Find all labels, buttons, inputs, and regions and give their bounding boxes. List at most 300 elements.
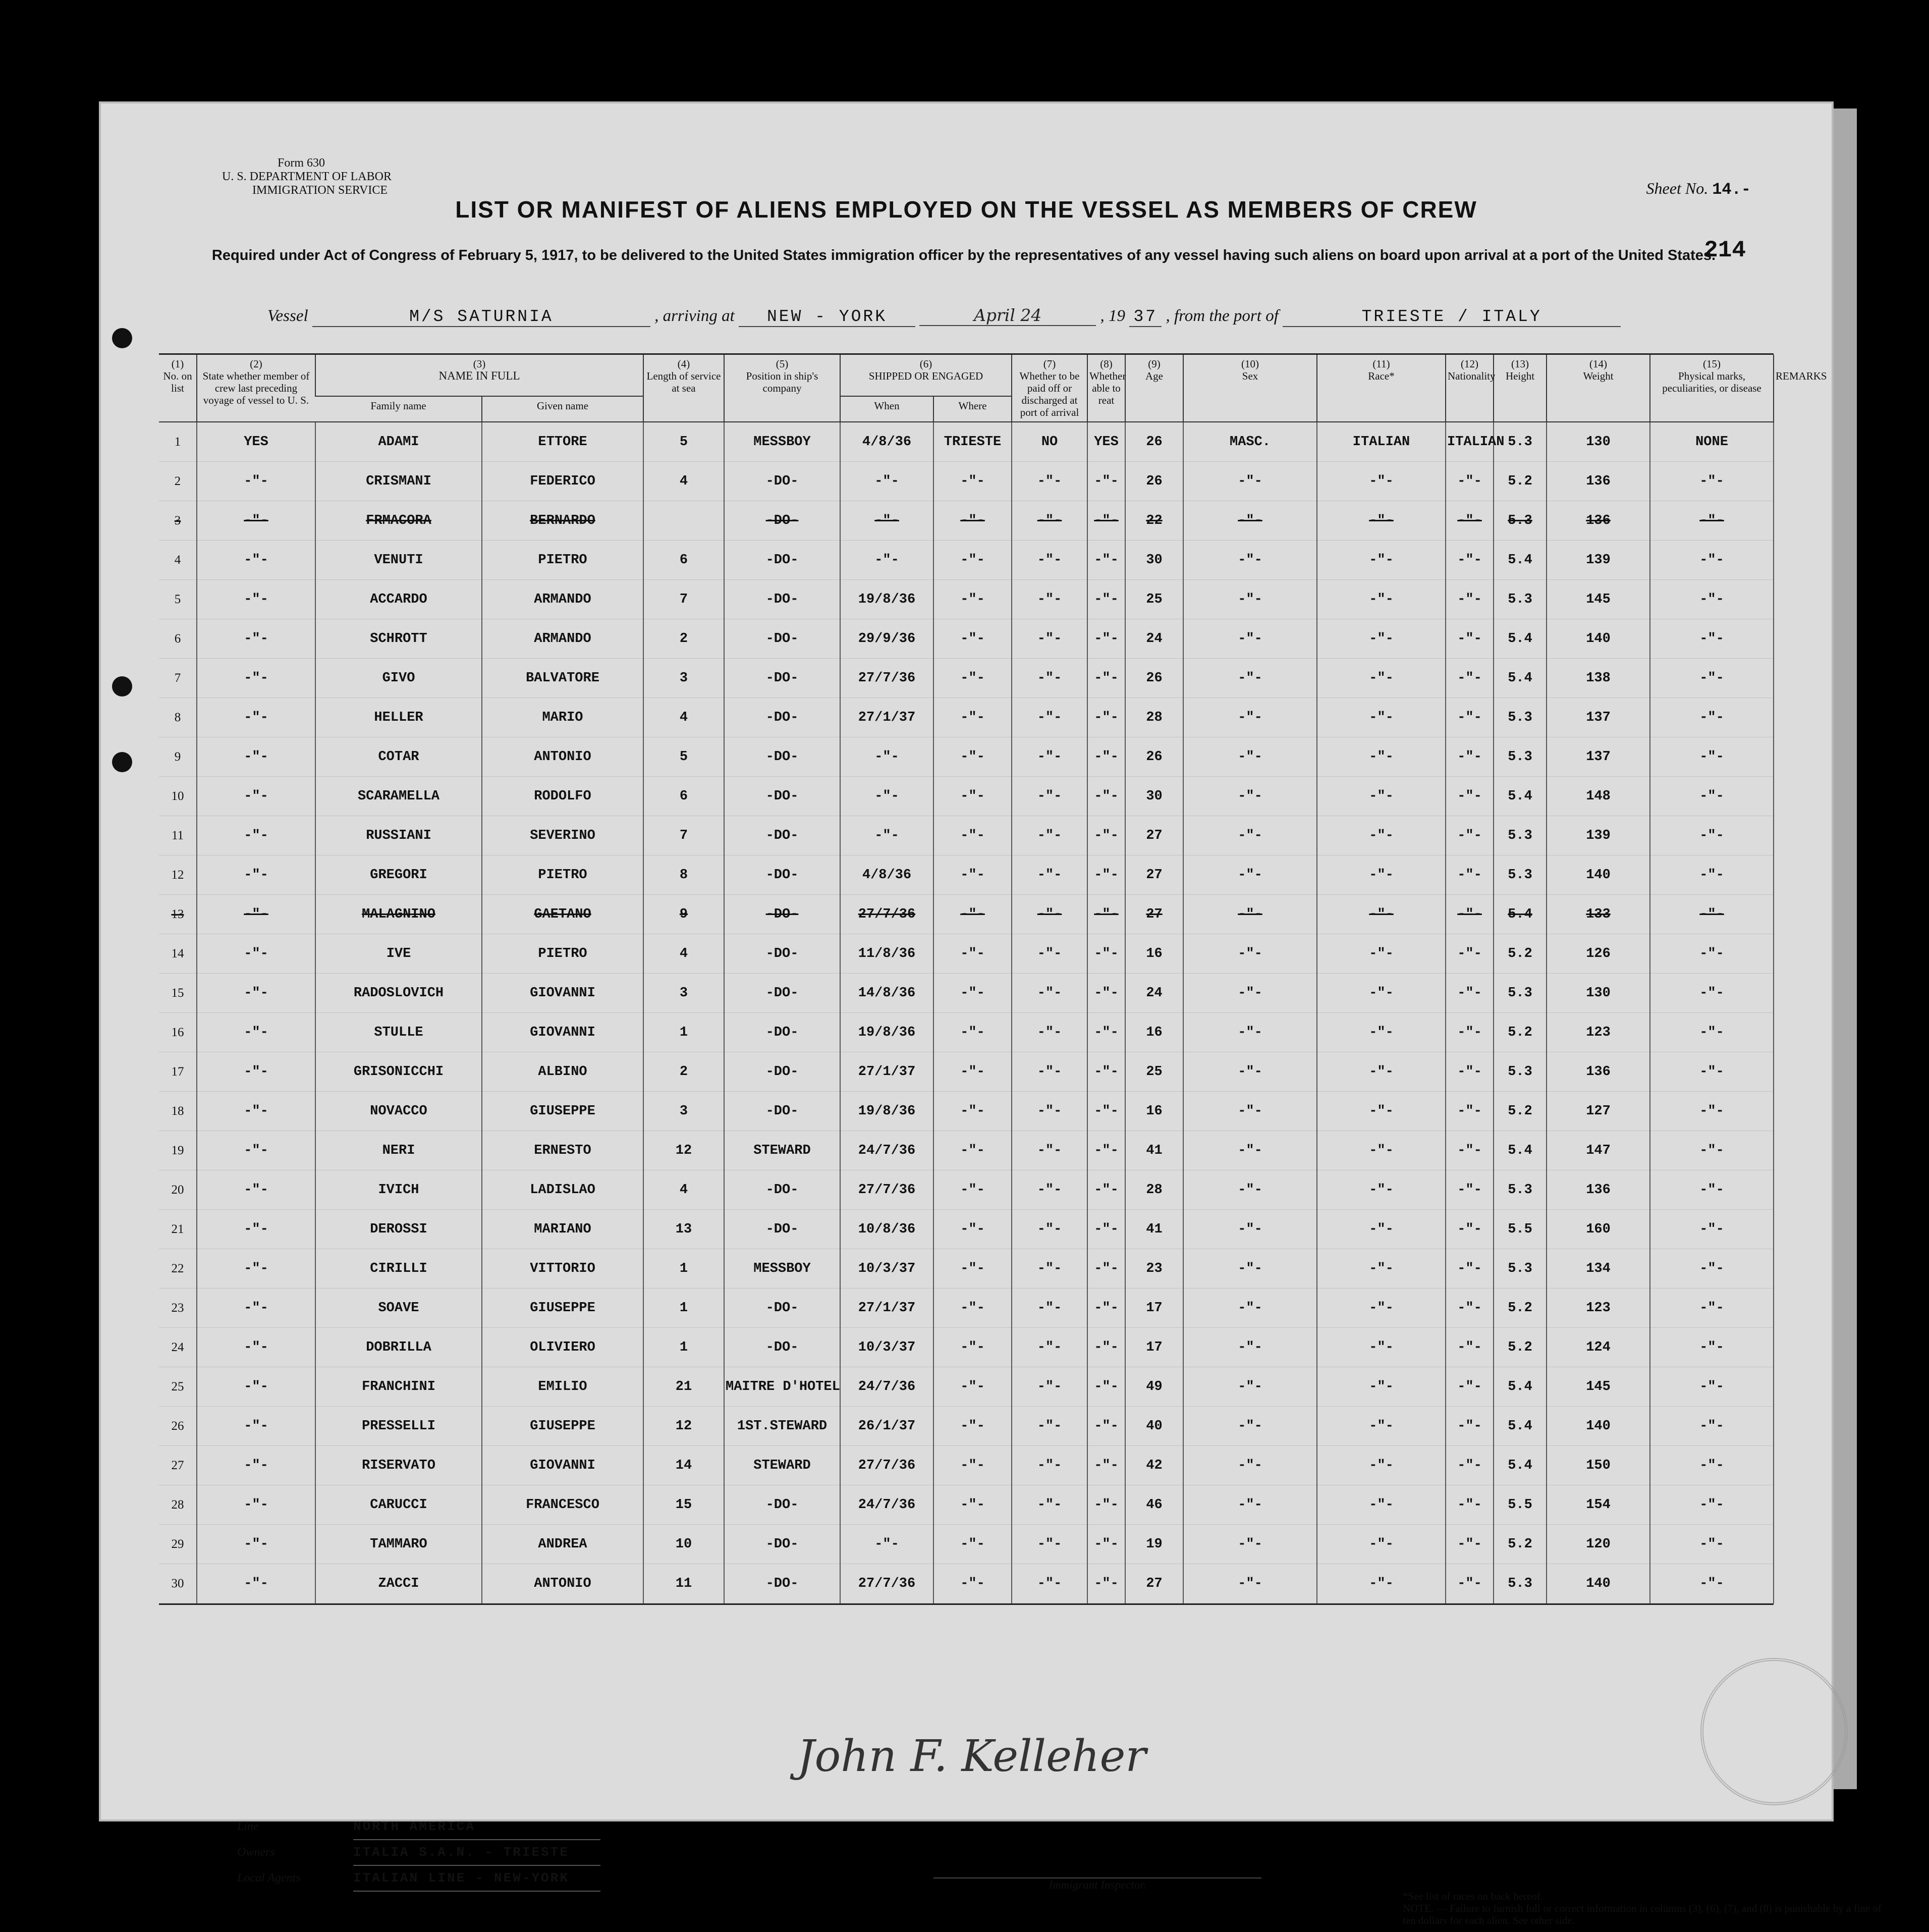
height-cell: 5.4 bbox=[1494, 541, 1547, 580]
table-row bbox=[159, 1131, 1774, 1170]
height-cell: 5.3 bbox=[1494, 816, 1547, 855]
service-length-cell: 1 bbox=[643, 1249, 724, 1289]
row-number-cell: 11 bbox=[159, 816, 197, 855]
physical-marks-cell: -"- bbox=[1650, 1210, 1774, 1249]
reship-cell: YES bbox=[1087, 422, 1125, 462]
given-name-cell: SEVERINO bbox=[482, 816, 643, 855]
prev-voyage-cell: -"- bbox=[197, 659, 315, 698]
weight-cell: 160 bbox=[1547, 1210, 1650, 1249]
shipped-where-cell: -"- bbox=[933, 501, 1012, 541]
family-name-cell: PRESSELLI bbox=[315, 1407, 482, 1446]
weight-cell: 120 bbox=[1547, 1525, 1650, 1564]
height-cell: 5.4 bbox=[1494, 777, 1547, 816]
sex-cell: -"- bbox=[1183, 580, 1317, 619]
service-length-cell: 12 bbox=[643, 1407, 724, 1446]
nationality-cell: -"- bbox=[1446, 1367, 1494, 1407]
shipped-when-cell: 27/7/36 bbox=[840, 1446, 933, 1485]
table-row bbox=[159, 1367, 1774, 1407]
paid-off-cell: -"- bbox=[1012, 974, 1087, 1013]
height-cell: 5.3 bbox=[1494, 501, 1547, 541]
shipped-when-cell: 27/1/37 bbox=[840, 698, 933, 737]
row-number-cell: 22 bbox=[159, 1249, 197, 1289]
family-name-cell: CARUCCI bbox=[315, 1485, 482, 1525]
shipped-where-cell: -"- bbox=[933, 1289, 1012, 1328]
table-row bbox=[159, 541, 1774, 580]
physical-marks-cell: -"- bbox=[1650, 1564, 1774, 1603]
weight-cell: 136 bbox=[1547, 1170, 1650, 1210]
prev-voyage-cell: -"- bbox=[197, 1013, 315, 1052]
inspector-signature: John F. Kelleher bbox=[797, 1731, 1146, 1782]
family-name-cell: IVE bbox=[315, 934, 482, 974]
position-cell: -DO- bbox=[724, 541, 840, 580]
height-cell: 5.3 bbox=[1494, 1052, 1547, 1092]
shipped-when-cell: 27/7/36 bbox=[840, 1170, 933, 1210]
shipped-where-cell: -"- bbox=[933, 580, 1012, 619]
sex-cell: -"- bbox=[1183, 974, 1317, 1013]
prev-voyage-cell: -"- bbox=[197, 1564, 315, 1603]
family-name-cell: ZACCI bbox=[315, 1564, 482, 1603]
nationality-cell: -"- bbox=[1446, 1013, 1494, 1052]
age-cell: 28 bbox=[1125, 1170, 1183, 1210]
row-number-cell: 29 bbox=[159, 1525, 197, 1564]
shipped-where-cell: -"- bbox=[933, 1328, 1012, 1367]
sex-cell: -"- bbox=[1183, 777, 1317, 816]
table-row bbox=[159, 816, 1774, 855]
race-cell: -"- bbox=[1317, 855, 1446, 895]
departure-port: TRIESTE / ITALY bbox=[1283, 307, 1621, 327]
age-cell: 41 bbox=[1125, 1210, 1183, 1249]
position-cell: STEWARD bbox=[724, 1446, 840, 1485]
family-name-cell: VENUTI bbox=[315, 541, 482, 580]
position-cell: -DO- bbox=[724, 462, 840, 501]
header-race: (11) Race* bbox=[1317, 355, 1446, 422]
family-name-cell: RISERVATO bbox=[315, 1446, 482, 1485]
reship-cell: -"- bbox=[1087, 974, 1125, 1013]
table-row bbox=[159, 501, 1774, 541]
weight-cell: 140 bbox=[1547, 1564, 1650, 1603]
race-cell: -"- bbox=[1317, 1328, 1446, 1367]
position-cell: -DO- bbox=[724, 1525, 840, 1564]
nationality-cell: -"- bbox=[1446, 1446, 1494, 1485]
shipped-when-cell: 27/7/36 bbox=[840, 895, 933, 934]
family-name-cell: TAMMARO bbox=[315, 1525, 482, 1564]
sex-cell: -"- bbox=[1183, 1052, 1317, 1092]
header-paid-off: (7) Whether to be paid off or discharged at port of arrival bbox=[1012, 355, 1087, 422]
weight-cell: 137 bbox=[1547, 698, 1650, 737]
race-cell: -"- bbox=[1317, 619, 1446, 659]
race-note: *See list of races on back hereof. bbox=[1403, 1890, 1544, 1902]
manifest-sheet bbox=[101, 103, 1882, 1926]
table-row bbox=[159, 777, 1774, 816]
given-name-cell: ERNESTO bbox=[482, 1131, 643, 1170]
service-length-cell: 4 bbox=[643, 698, 724, 737]
given-name-cell: LADISLAO bbox=[482, 1170, 643, 1210]
height-cell: 5.3 bbox=[1494, 737, 1547, 777]
physical-marks-cell: -"- bbox=[1650, 698, 1774, 737]
age-cell: 27 bbox=[1125, 1564, 1183, 1603]
header-family-name: Family name bbox=[315, 396, 482, 422]
nationality-cell: -"- bbox=[1446, 1525, 1494, 1564]
prev-voyage-cell: -"- bbox=[197, 1446, 315, 1485]
given-name-cell: ANDREA bbox=[482, 1525, 643, 1564]
shipped-where-cell: -"- bbox=[933, 895, 1012, 934]
shipped-when-cell: 24/7/36 bbox=[840, 1131, 933, 1170]
age-cell: 26 bbox=[1125, 462, 1183, 501]
weight-cell: 150 bbox=[1547, 1446, 1650, 1485]
family-name-cell: GIVO bbox=[315, 659, 482, 698]
penalty-note: NOTE. — Failure to furnish full or correct information in columns (3), (6), (7), and (8) is punishable by a fine of ten dollars for each alien. See other side. bbox=[1403, 1902, 1882, 1926]
sex-cell: -"- bbox=[1183, 541, 1317, 580]
race-cell: -"- bbox=[1317, 580, 1446, 619]
shipped-when-cell: 24/7/36 bbox=[840, 1485, 933, 1525]
physical-marks-cell: -"- bbox=[1650, 619, 1774, 659]
race-cell: -"- bbox=[1317, 1564, 1446, 1603]
sex-cell: -"- bbox=[1183, 934, 1317, 974]
weight-cell: 137 bbox=[1547, 737, 1650, 777]
paid-off-cell: -"- bbox=[1012, 1328, 1087, 1367]
weight-cell: 124 bbox=[1547, 1328, 1650, 1367]
shipped-where-cell: -"- bbox=[933, 659, 1012, 698]
table-row bbox=[159, 619, 1774, 659]
paid-off-cell: -"- bbox=[1012, 1210, 1087, 1249]
service-length-cell: 8 bbox=[643, 855, 724, 895]
reship-cell: -"- bbox=[1087, 1407, 1125, 1446]
reship-cell: -"- bbox=[1087, 1249, 1125, 1289]
sex-cell: -"- bbox=[1183, 1092, 1317, 1131]
crew-rows bbox=[159, 422, 1774, 1603]
reship-cell: -"- bbox=[1087, 1013, 1125, 1052]
height-cell: 5.2 bbox=[1494, 462, 1547, 501]
position-cell: MESSBOY bbox=[724, 422, 840, 462]
service-length-cell: 14 bbox=[643, 1446, 724, 1485]
age-cell: 23 bbox=[1125, 1249, 1183, 1289]
row-number-cell: 23 bbox=[159, 1289, 197, 1328]
binder-hole bbox=[112, 752, 132, 772]
department-name: U. S. DEPARTMENT OF LABOR bbox=[222, 170, 392, 183]
nationality-cell: -"- bbox=[1446, 1407, 1494, 1446]
reship-cell: -"- bbox=[1087, 1170, 1125, 1210]
service-length-cell: 2 bbox=[643, 1052, 724, 1092]
age-cell: 41 bbox=[1125, 1131, 1183, 1170]
row-number-cell: 16 bbox=[159, 1013, 197, 1052]
service-length-cell: 11 bbox=[643, 1564, 724, 1603]
service-length-cell: 1 bbox=[643, 1328, 724, 1367]
family-name-cell: GREGORI bbox=[315, 855, 482, 895]
nationality-cell: -"- bbox=[1446, 580, 1494, 619]
height-cell: 5.3 bbox=[1494, 855, 1547, 895]
age-cell: 24 bbox=[1125, 619, 1183, 659]
shipped-where-cell: -"- bbox=[933, 1525, 1012, 1564]
height-cell: 5.4 bbox=[1494, 895, 1547, 934]
shipped-when-cell: 19/8/36 bbox=[840, 1092, 933, 1131]
family-name-cell: NERI bbox=[315, 1131, 482, 1170]
table-row bbox=[159, 737, 1774, 777]
given-name-cell: GIOVANNI bbox=[482, 1446, 643, 1485]
header-weight: (14) Weight bbox=[1547, 355, 1650, 422]
stamped-number: 214 bbox=[1704, 237, 1746, 263]
height-cell: 5.4 bbox=[1494, 1367, 1547, 1407]
service-length-cell bbox=[643, 501, 724, 541]
age-cell: 27 bbox=[1125, 855, 1183, 895]
position-cell: -DO- bbox=[724, 1092, 840, 1131]
nationality-cell: -"- bbox=[1446, 974, 1494, 1013]
physical-marks-cell: -"- bbox=[1650, 1289, 1774, 1328]
given-name-cell: GIOVANNI bbox=[482, 974, 643, 1013]
row-number-cell: 6 bbox=[159, 619, 197, 659]
family-name-cell: IVICH bbox=[315, 1170, 482, 1210]
family-name-cell: SCHROTT bbox=[315, 619, 482, 659]
race-cell: ITALIAN bbox=[1317, 422, 1446, 462]
reship-cell: -"- bbox=[1087, 1131, 1125, 1170]
prev-voyage-cell: -"- bbox=[197, 619, 315, 659]
shipped-when-cell: 11/8/36 bbox=[840, 934, 933, 974]
table-row bbox=[159, 1092, 1774, 1131]
position-cell: -DO- bbox=[724, 1013, 840, 1052]
reship-cell: -"- bbox=[1087, 737, 1125, 777]
height-cell: 5.3 bbox=[1494, 422, 1547, 462]
row-number-cell: 12 bbox=[159, 855, 197, 895]
line-label: Line bbox=[237, 1820, 259, 1833]
physical-marks-cell: -"- bbox=[1650, 1092, 1774, 1131]
service-length-cell: 1 bbox=[643, 1289, 724, 1328]
reship-cell: -"- bbox=[1087, 501, 1125, 541]
position-cell: -DO- bbox=[724, 501, 840, 541]
shipped-where-cell: -"- bbox=[933, 974, 1012, 1013]
height-cell: 5.3 bbox=[1494, 1249, 1547, 1289]
age-cell: 17 bbox=[1125, 1328, 1183, 1367]
shipped-when-cell: 10/3/37 bbox=[840, 1328, 933, 1367]
sex-cell: -"- bbox=[1183, 1170, 1317, 1210]
race-cell: -"- bbox=[1317, 1525, 1446, 1564]
row-number-cell: 24 bbox=[159, 1328, 197, 1367]
paid-off-cell: -"- bbox=[1012, 462, 1087, 501]
nationality-cell: -"- bbox=[1446, 1170, 1494, 1210]
weight-cell: 145 bbox=[1547, 1367, 1650, 1407]
table-row bbox=[159, 698, 1774, 737]
race-cell: -"- bbox=[1317, 1407, 1446, 1446]
sex-cell: -"- bbox=[1183, 1210, 1317, 1249]
physical-marks-cell: NONE bbox=[1650, 422, 1774, 462]
shipped-where-cell: -"- bbox=[933, 777, 1012, 816]
vessel-name: M/S SATURNIA bbox=[312, 307, 650, 327]
height-cell: 5.4 bbox=[1494, 1131, 1547, 1170]
height-cell: 5.2 bbox=[1494, 1525, 1547, 1564]
race-cell: -"- bbox=[1317, 1131, 1446, 1170]
paid-off-cell: -"- bbox=[1012, 1092, 1087, 1131]
shipped-when-cell: 4/8/36 bbox=[840, 422, 933, 462]
paid-off-cell: -"- bbox=[1012, 1407, 1087, 1446]
given-name-cell: BALVATORE bbox=[482, 659, 643, 698]
given-name-cell: PIETRO bbox=[482, 934, 643, 974]
row-number-cell: 13 bbox=[159, 895, 197, 934]
header-height: (13) Height bbox=[1494, 355, 1547, 422]
age-cell: 22 bbox=[1125, 501, 1183, 541]
shipped-when-cell: 10/8/36 bbox=[840, 1210, 933, 1249]
shipped-where-cell: -"- bbox=[933, 1564, 1012, 1603]
given-name-cell: VITTORIO bbox=[482, 1249, 643, 1289]
physical-marks-cell: -"- bbox=[1650, 1367, 1774, 1407]
prev-voyage-cell: -"- bbox=[197, 974, 315, 1013]
age-cell: 42 bbox=[1125, 1446, 1183, 1485]
row-number-cell: 2 bbox=[159, 462, 197, 501]
paid-off-cell: -"- bbox=[1012, 934, 1087, 974]
race-cell: -"- bbox=[1317, 895, 1446, 934]
family-name-cell: MALAGNINO bbox=[315, 895, 482, 934]
shipped-where-cell: -"- bbox=[933, 934, 1012, 974]
family-name-cell: COTAR bbox=[315, 737, 482, 777]
height-cell: 5.3 bbox=[1494, 1564, 1547, 1603]
given-name-cell: ANTONIO bbox=[482, 737, 643, 777]
prev-voyage-cell: -"- bbox=[197, 1170, 315, 1210]
shipped-where-cell: -"- bbox=[933, 1446, 1012, 1485]
family-name-cell: GRISONICCHI bbox=[315, 1052, 482, 1092]
row-number-cell: 20 bbox=[159, 1170, 197, 1210]
paid-off-cell: -"- bbox=[1012, 1013, 1087, 1052]
paid-off-cell: -"- bbox=[1012, 1289, 1087, 1328]
reship-cell: -"- bbox=[1087, 1446, 1125, 1485]
shipped-where-cell: -"- bbox=[933, 1052, 1012, 1092]
family-name-cell: NOVACCO bbox=[315, 1092, 482, 1131]
race-cell: -"- bbox=[1317, 1013, 1446, 1052]
prev-voyage-cell: -"- bbox=[197, 895, 315, 934]
family-name-cell: FRMACORA bbox=[315, 501, 482, 541]
position-cell: -DO- bbox=[724, 659, 840, 698]
service-length-cell: 9 bbox=[643, 895, 724, 934]
age-cell: 25 bbox=[1125, 580, 1183, 619]
age-cell: 27 bbox=[1125, 895, 1183, 934]
age-cell: 40 bbox=[1125, 1407, 1183, 1446]
shipped-where-cell: -"- bbox=[933, 1407, 1012, 1446]
sheet-number-value: 14.- bbox=[1712, 180, 1751, 199]
nationality-cell: -"- bbox=[1446, 619, 1494, 659]
given-name-cell: ARMANDO bbox=[482, 580, 643, 619]
shipped-when-cell: 26/1/37 bbox=[840, 1407, 933, 1446]
row-number-cell: 9 bbox=[159, 737, 197, 777]
weight-cell: 123 bbox=[1547, 1013, 1650, 1052]
family-name-cell: STULLE bbox=[315, 1013, 482, 1052]
age-cell: 16 bbox=[1125, 934, 1183, 974]
nationality-cell: -"- bbox=[1446, 1328, 1494, 1367]
table-row bbox=[159, 1407, 1774, 1446]
nationality-cell: -"- bbox=[1446, 1131, 1494, 1170]
given-name-cell: EMILIO bbox=[482, 1367, 643, 1407]
paid-off-cell: -"- bbox=[1012, 816, 1087, 855]
family-name-cell: FRANCHINI bbox=[315, 1367, 482, 1407]
year-label: , 19 bbox=[1100, 307, 1125, 325]
sex-cell: -"- bbox=[1183, 1367, 1317, 1407]
race-cell: -"- bbox=[1317, 1170, 1446, 1210]
weight-cell: 133 bbox=[1547, 895, 1650, 934]
table-row bbox=[159, 1052, 1774, 1092]
weight-cell: 140 bbox=[1547, 1407, 1650, 1446]
weight-cell: 148 bbox=[1547, 777, 1650, 816]
age-cell: 28 bbox=[1125, 698, 1183, 737]
footnotes bbox=[1403, 1890, 1882, 1926]
table-row bbox=[159, 974, 1774, 1013]
shipped-when-cell: 27/7/36 bbox=[840, 1564, 933, 1603]
race-cell: -"- bbox=[1317, 1367, 1446, 1407]
sex-cell: -"- bbox=[1183, 1013, 1317, 1052]
service-name: IMMIGRATION SERVICE bbox=[252, 184, 388, 197]
header-prev-voyage: (2) State whether member of crew last preceding voyage of vessel to U. S. bbox=[197, 355, 315, 422]
prev-voyage-cell: -"- bbox=[197, 462, 315, 501]
family-name-cell: DOBRILLA bbox=[315, 1328, 482, 1367]
sex-cell: -"- bbox=[1183, 855, 1317, 895]
service-length-cell: 10 bbox=[643, 1525, 724, 1564]
sex-cell: MASC. bbox=[1183, 422, 1317, 462]
row-number-cell: 30 bbox=[159, 1564, 197, 1603]
agents-label: Local Agents bbox=[237, 1871, 301, 1885]
physical-marks-cell: -"- bbox=[1650, 737, 1774, 777]
shipped-when-cell: 27/1/37 bbox=[840, 1289, 933, 1328]
nationality-cell: -"- bbox=[1446, 855, 1494, 895]
service-length-cell: 5 bbox=[643, 737, 724, 777]
weight-cell: 136 bbox=[1547, 462, 1650, 501]
position-cell: -DO- bbox=[724, 619, 840, 659]
sex-cell: -"- bbox=[1183, 1131, 1317, 1170]
age-cell: 24 bbox=[1125, 974, 1183, 1013]
sex-cell: -"- bbox=[1183, 619, 1317, 659]
given-name-cell: BERNARDO bbox=[482, 501, 643, 541]
shipped-where-cell: -"- bbox=[933, 1170, 1012, 1210]
physical-marks-cell: -"- bbox=[1650, 974, 1774, 1013]
physical-marks-cell: -"- bbox=[1650, 1525, 1774, 1564]
service-length-cell: 3 bbox=[643, 1092, 724, 1131]
reship-cell: -"- bbox=[1087, 855, 1125, 895]
reship-cell: -"- bbox=[1087, 1564, 1125, 1603]
row-number-cell: 26 bbox=[159, 1407, 197, 1446]
table-row bbox=[159, 580, 1774, 619]
table-row bbox=[159, 895, 1774, 934]
nationality-cell: ITALIAN bbox=[1446, 422, 1494, 462]
age-cell: 17 bbox=[1125, 1289, 1183, 1328]
given-name-cell: GIUSEPPE bbox=[482, 1289, 643, 1328]
shipped-when-cell: 29/9/36 bbox=[840, 619, 933, 659]
vessel-label: Vessel bbox=[267, 307, 308, 325]
service-length-cell: 4 bbox=[643, 934, 724, 974]
prev-voyage-cell: -"- bbox=[197, 1525, 315, 1564]
shipped-where-cell: -"- bbox=[933, 1485, 1012, 1525]
header-given-name: Given name bbox=[482, 396, 643, 422]
weight-cell: 136 bbox=[1547, 1052, 1650, 1092]
arriving-label: , arriving at bbox=[654, 307, 735, 325]
paid-off-cell: -"- bbox=[1012, 1564, 1087, 1603]
family-name-cell: RADOSLOVICH bbox=[315, 974, 482, 1013]
weight-cell: 134 bbox=[1547, 1249, 1650, 1289]
table-row bbox=[159, 1328, 1774, 1367]
physical-marks-cell: -"- bbox=[1650, 855, 1774, 895]
shipped-when-cell: -"- bbox=[840, 1525, 933, 1564]
given-name-cell: GIOVANNI bbox=[482, 1013, 643, 1052]
reship-cell: -"- bbox=[1087, 580, 1125, 619]
form-number: Form 630 bbox=[278, 156, 325, 170]
sex-cell: -"- bbox=[1183, 1289, 1317, 1328]
height-cell: 5.2 bbox=[1494, 1092, 1547, 1131]
physical-marks-cell: -"- bbox=[1650, 659, 1774, 698]
table-row bbox=[159, 1170, 1774, 1210]
age-cell: 26 bbox=[1125, 659, 1183, 698]
sex-cell: -"- bbox=[1183, 462, 1317, 501]
service-length-cell: 7 bbox=[643, 816, 724, 855]
service-length-cell: 21 bbox=[643, 1367, 724, 1407]
sex-cell: -"- bbox=[1183, 1485, 1317, 1525]
header-nationality: (12) Nationality bbox=[1446, 355, 1494, 422]
prev-voyage-cell: -"- bbox=[197, 1131, 315, 1170]
row-number-cell: 27 bbox=[159, 1446, 197, 1485]
given-name-cell: MARIANO bbox=[482, 1210, 643, 1249]
paid-off-cell: -"- bbox=[1012, 1485, 1087, 1525]
prev-voyage-cell: -"- bbox=[197, 777, 315, 816]
